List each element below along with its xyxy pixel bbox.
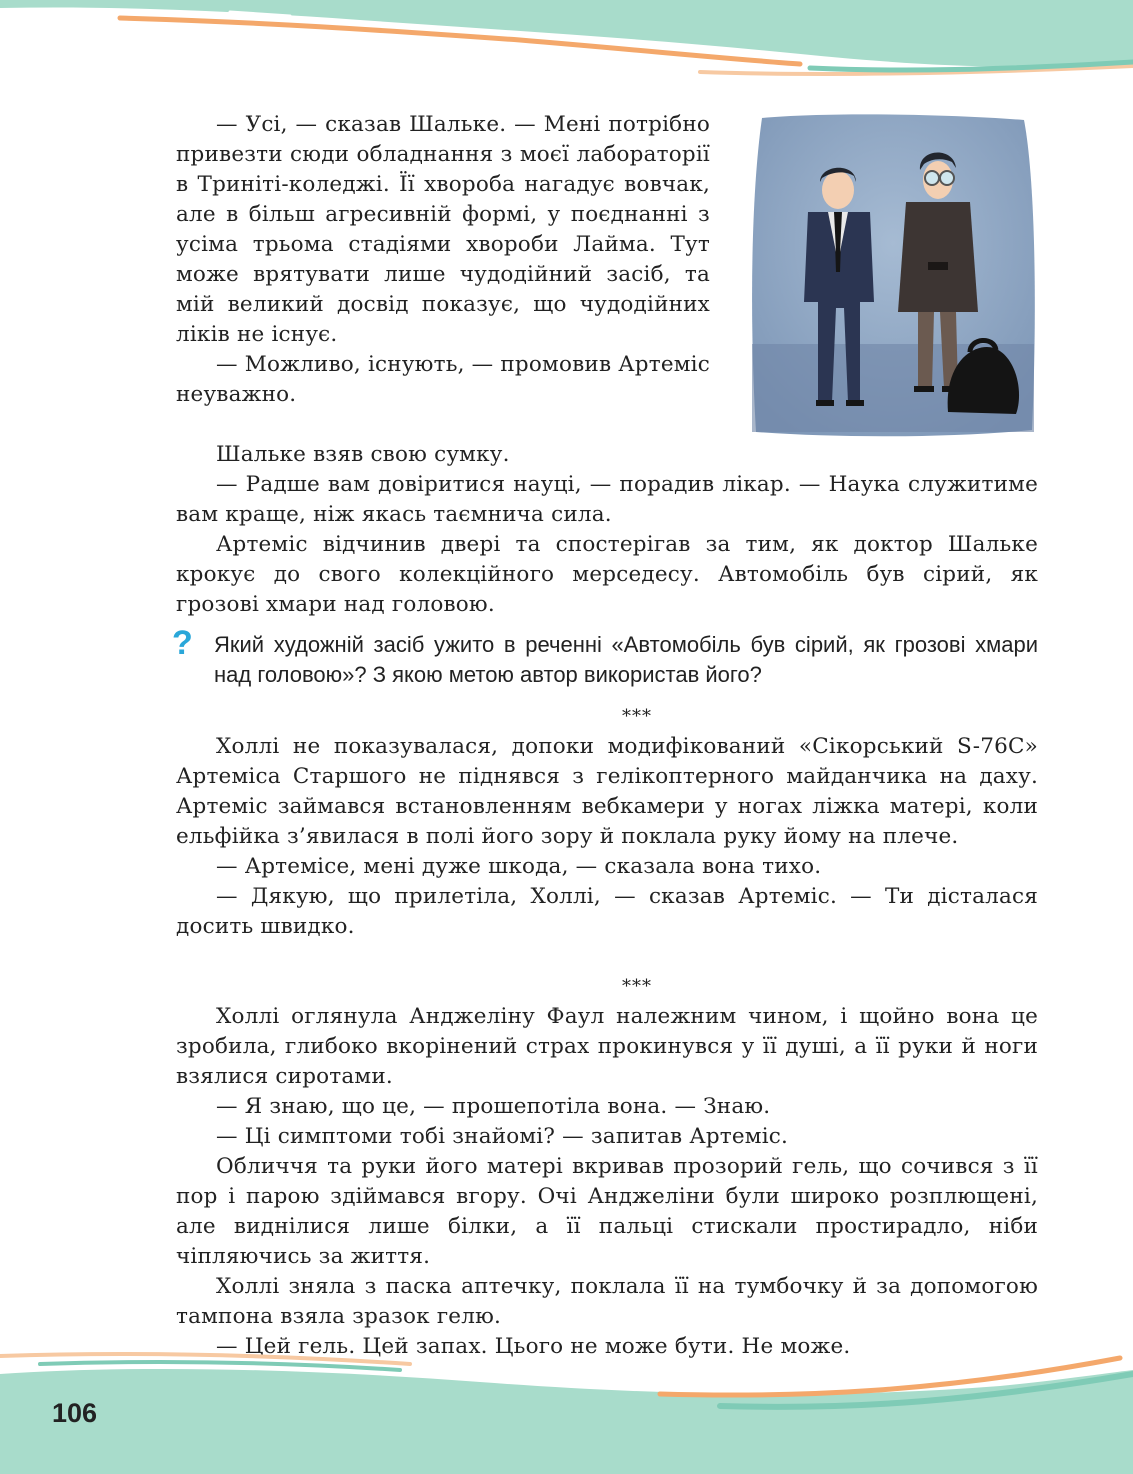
paragraph: — Я знаю, що це, — прошепотіла вона. — Знаю. xyxy=(216,1094,771,1119)
paragraph: — Артемісе, мені дуже шкода, — сказала вона тихо. xyxy=(216,854,822,879)
section-3 xyxy=(176,972,1038,1362)
section-separator: *** xyxy=(622,976,652,997)
story-illustration xyxy=(748,112,1038,440)
paragraph: — Можливо, існують, — промовив Артеміс неуважно. xyxy=(176,352,710,407)
paragraph: — Усі, — сказав Шальке. — Мені потрібно привезти сюди обладнання з моєї лабораторії в Триніті-коледжі. Її хвороба нагадує вовчак, але в більш агресивній формі, у поєднанні з усіма трьома стадіями хвороби Лайма. Тут може врятувати лише чудодійний засіб, та мій великий досвід показує, що чудодійних ліків не існує. xyxy=(176,112,710,347)
paragraph: — Ці симптоми тобі знайомі? — запитав Артеміс. xyxy=(216,1124,789,1149)
top-wave-decoration xyxy=(0,0,1133,120)
paragraph: Шальке взяв свою сумку. xyxy=(216,442,510,467)
question-text: Який художній засіб ужито в реченні «Автомобіль був сірий, як грозові хмари над головою»? З якою метою автор використав його? xyxy=(214,632,1038,687)
section-separator: *** xyxy=(622,706,652,727)
section-2 xyxy=(176,702,1038,942)
page-number: 106 xyxy=(52,1398,98,1428)
question-mark-icon: ? xyxy=(172,624,193,662)
paragraph: — Радше вам довіритися науці, — порадив лікар. — Наука служитиме вам краще, ніж якась таємнича сила. xyxy=(176,472,1038,527)
paragraph: Холлі не показувалася, допоки модифікований «Сікорський S-76C» Артеміса Старшого не піднявся з гелікоптерного майданчика на даху. Артеміс займався встановленням вебкамери у ногах ліжка матері, коли ельфійка з’явилася в полі його зору й поклала руку йому на плече. xyxy=(176,734,1038,849)
paragraph: Обличчя та руки його матері вкривав прозорий гель, що сочився з її пор і парою здіймався вгору. Очі Анджеліни були широко розплющені, але виднілися лише білки, а її пальці стискали простирадло, ніби чіпляючись за життя. xyxy=(176,1154,1038,1269)
paragraph: — Дякую, що прилетіла, Холлі, — сказав Артеміс. — Ти дісталася досить швидко. xyxy=(176,884,1038,939)
paragraph: Холлі зняла з паска аптечку, поклала її на тумбочку й за допомогою тампона взяла зразок гелю. xyxy=(176,1274,1038,1329)
full-width-text-block xyxy=(176,440,1038,620)
paragraph: Артеміс відчинив двері та спостерігав за тим, як доктор Шальке крокує до свого колекційного мерседесу. Автомобіль був сірий, як грозові хмари над головою. xyxy=(176,532,1038,617)
question-box xyxy=(172,624,1038,690)
top-text-block xyxy=(176,110,710,410)
paragraph: — Цей гель. Цей запах. Цього не може бути. Не може. xyxy=(216,1334,851,1359)
paragraph: Холлі оглянула Анджеліну Фаул належним чином, і щойно вона це зробила, глибоко вкорінений страх прокинувся у її душі, а її руки й ноги взялися сиротами. xyxy=(176,1004,1038,1089)
bottom-wave-decoration xyxy=(0,1334,1133,1474)
